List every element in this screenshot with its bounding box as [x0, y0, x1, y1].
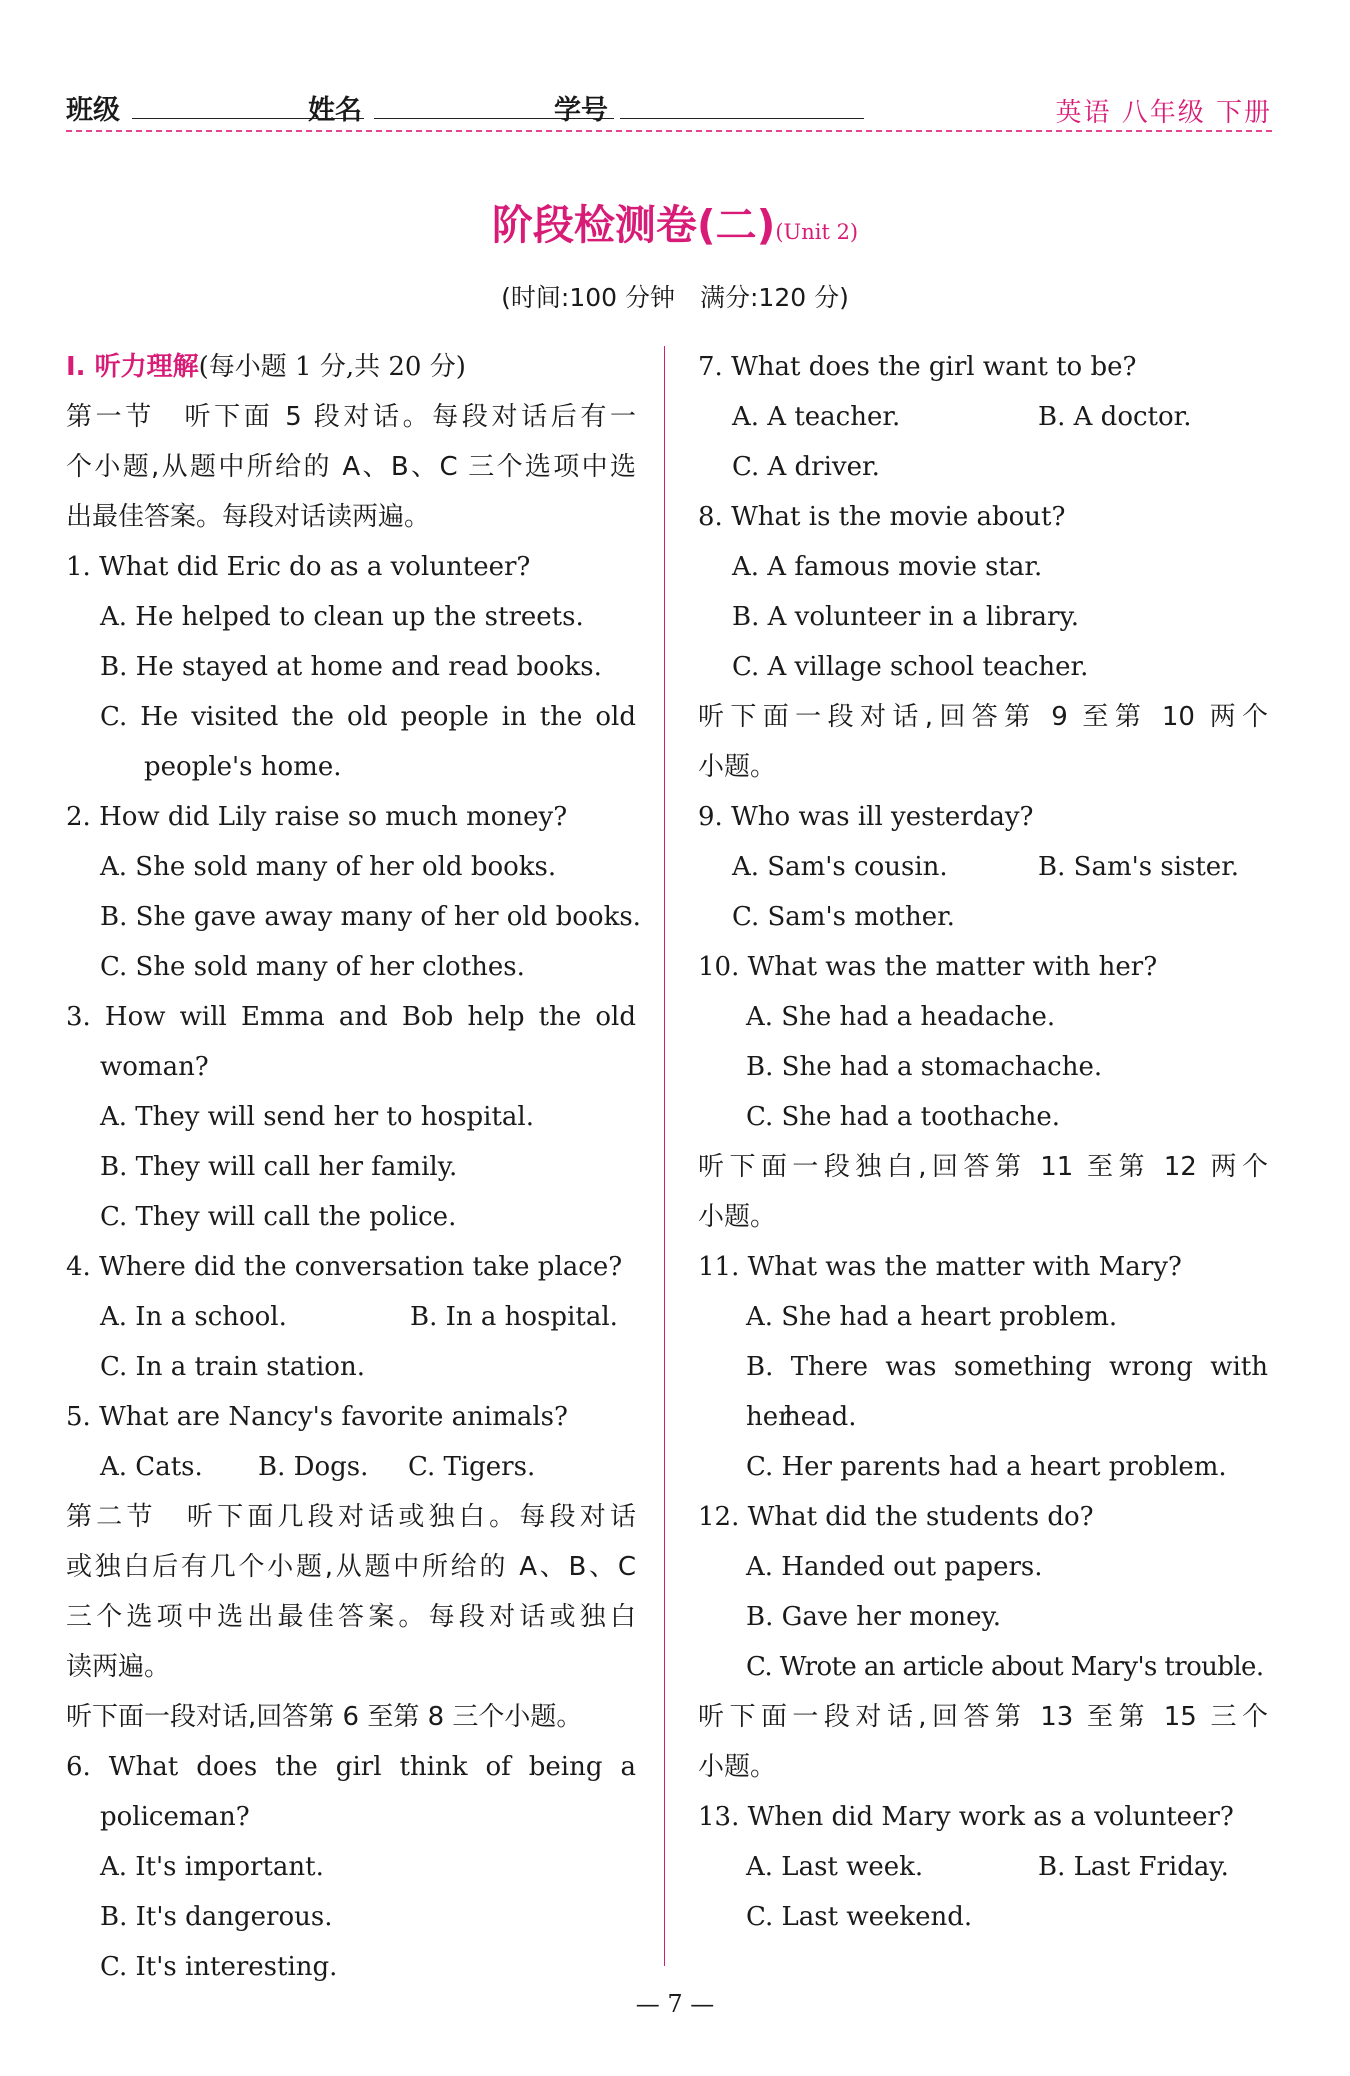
question-stem-cont: woman?	[100, 1052, 209, 1082]
page-number: — 7 —	[635, 1990, 715, 2018]
option-a: A. Sam's cousin.	[732, 852, 948, 882]
option-c: C. Sam's mother.	[732, 902, 955, 932]
option-c: C. Her parents had a heart problem.	[746, 1452, 1227, 1482]
option-row	[698, 1842, 1268, 1892]
section-heading	[66, 342, 636, 392]
id-blank	[620, 118, 864, 119]
question-stem: 5. What are Nancy's favorite animals?	[66, 1402, 568, 1432]
option-a: A. She had a heart problem.	[746, 1302, 1118, 1332]
instruction-line: 第一节 听下面 5 段对话。每段对话后有一	[66, 402, 636, 432]
option-row	[698, 392, 1268, 442]
option-a: A. Cats.	[100, 1452, 203, 1482]
instruction-line: 出最佳答案。每段对话读两遍。	[66, 502, 431, 532]
option-c: C. He visited the old people in the old	[100, 702, 636, 732]
question-stem: 4. Where did the conversation take place?	[66, 1252, 623, 1282]
lead-in-cont: 小题。	[698, 1202, 777, 1232]
option-b: B. In a hospital.	[410, 1302, 618, 1332]
option-b: B. Dogs.	[258, 1452, 369, 1482]
question-stem-cont: policeman?	[100, 1802, 250, 1832]
option-b: B. They will call her family.	[100, 1152, 458, 1182]
option-row	[698, 842, 1268, 892]
right-column	[698, 342, 1268, 1942]
option-b: B. A volunteer in a library.	[732, 602, 1079, 632]
question-stem: 6. What does the girl think of being a	[66, 1752, 636, 1782]
option-b: B. Last Friday.	[1038, 1852, 1229, 1882]
question-stem: 3. How will Emma and Bob help the old	[66, 1002, 636, 1032]
section-note: (每小题 1 分,共 20 分)	[198, 352, 466, 382]
lead-in: 听下面一段对话,回答第 9 至第 10 两个	[698, 702, 1268, 732]
option-row	[66, 1292, 636, 1342]
option-a: A. It's important.	[100, 1852, 324, 1882]
option-c: C. In a train station.	[100, 1352, 365, 1382]
exam-info: (时间:100 分钟 满分:120 分)	[501, 283, 849, 312]
option-b-cont: head.	[784, 1402, 857, 1432]
question-stem: 13. When did Mary work as a volunteer?	[698, 1802, 1234, 1832]
option-c-cont: people's home.	[144, 752, 342, 782]
option-c: C. A driver.	[732, 452, 880, 482]
instruction-line: 第二节 听下面几段对话或独白。每段对话	[66, 1502, 636, 1532]
title-main: 阶段检测卷(二)	[491, 201, 776, 249]
question-stem: 10. What was the matter with her?	[698, 952, 1158, 982]
page-header	[66, 88, 1272, 128]
option-a: A. In a school.	[100, 1302, 287, 1332]
option-b: B. Gave her money.	[746, 1602, 1002, 1632]
lead-in: 听下面一段独白,回答第 11 至第 12 两个	[698, 1152, 1268, 1182]
instruction-line: 个小题,从题中所给的 A、B、C 三个选项中选	[66, 452, 636, 482]
lead-in: 听下面一段对话,回答第 13 至第 15 三个	[698, 1702, 1268, 1732]
option-row	[66, 1442, 636, 1492]
option-c: C. Tigers.	[408, 1452, 536, 1482]
lead-in-cont: 小题。	[698, 752, 777, 782]
question-stem: 2. How did Lily raise so much money?	[66, 802, 568, 832]
option-b: B. He stayed at home and read books.	[100, 652, 602, 682]
option-b: B. A doctor.	[1038, 402, 1192, 432]
option-a: A. They will send her to hospital.	[100, 1102, 535, 1132]
option-c: C. They will call the police.	[100, 1202, 457, 1232]
option-a: A. A famous movie star.	[732, 552, 1043, 582]
option-a: A. Last week.	[746, 1852, 924, 1882]
name-label: 姓名	[308, 95, 362, 126]
book-label: 英语 八年级 下册	[1055, 98, 1272, 128]
option-c: C. She sold many of her clothes.	[100, 952, 525, 982]
column-divider	[664, 346, 665, 1966]
id-label: 学号	[554, 95, 608, 126]
header-divider	[66, 130, 1272, 132]
option-b: B. There was something wrong with her	[746, 1352, 1268, 1432]
option-c: C. Last weekend.	[746, 1902, 973, 1932]
option-b: B. It's dangerous.	[100, 1902, 333, 1932]
option-c: C. She had a toothache.	[746, 1102, 1061, 1132]
question-stem: 7. What does the girl want to be?	[698, 352, 1137, 382]
option-a: A. Handed out papers.	[746, 1552, 1043, 1582]
option-b: B. She had a stomachache.	[746, 1052, 1103, 1082]
page-title	[0, 192, 1350, 251]
question-stem: 1. What did Eric do as a volunteer?	[66, 552, 531, 582]
instruction-line: 三个选项中选出最佳答案。每段对话或独白	[66, 1602, 636, 1632]
option-b: B. She gave away many of her old books.	[100, 902, 641, 932]
option-c: C. A village school teacher.	[732, 652, 1089, 682]
question-stem: 12. What did the students do?	[698, 1502, 1094, 1532]
instruction-line: 或独白后有几个小题,从题中所给的 A、B、C	[66, 1552, 636, 1582]
option-a: A. She had a headache.	[746, 1002, 1056, 1032]
section-title: Ⅰ. 听力理解	[66, 352, 199, 382]
option-c: C. It's interesting.	[100, 1952, 338, 1982]
title-unit: (Unit 2)	[775, 220, 859, 244]
class-label: 班级	[66, 95, 120, 126]
option-b: B. Sam's sister.	[1038, 852, 1240, 882]
option-a: A. She sold many of her old books.	[100, 852, 557, 882]
question-stem: 9. Who was ill yesterday?	[698, 802, 1034, 832]
lead-in: 听下面一段对话,回答第 6 至第 8 三个小题。	[66, 1702, 583, 1732]
instruction-line: 读两遍。	[66, 1652, 171, 1682]
question-stem: 11. What was the matter with Mary?	[698, 1252, 1182, 1282]
lead-in-cont: 小题。	[698, 1752, 777, 1782]
left-column	[66, 342, 641, 1992]
option-a: A. A teacher.	[732, 402, 901, 432]
option-c: C. Wrote an article about Mary's trouble.	[746, 1652, 1264, 1682]
question-stem: 8. What is the movie about?	[698, 502, 1066, 532]
option-a: A. He helped to clean up the streets.	[100, 602, 584, 632]
